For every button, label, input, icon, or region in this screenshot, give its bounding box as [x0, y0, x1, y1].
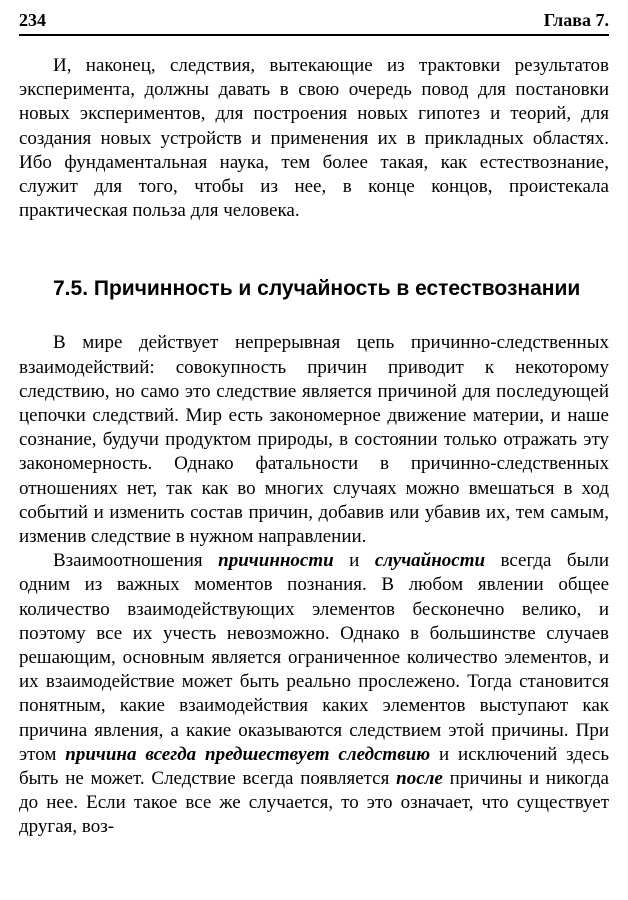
book-page [19, 0, 609, 840]
emphasis-randomness: случайности [374, 550, 486, 572]
section-title: Причинность и случайность в естествознании [93, 277, 581, 301]
chapter-label: Глава 7. [543, 10, 609, 30]
running-header [19, 0, 609, 36]
paragraph-2: В мире действует непрерывная цепь причинно-следственных взаимодействий: совокупность причин приводит к некоторому следствию, но само это следствие является причиной для последующей цепочки следствий. Мир есть закономерное движение материи, и наше сознание, будучи продуктом природы, в состоянии только отражать эту закономерность. Однако фатальности в причинно-следственных отношениях нет, так как во многих случаях можно вмешаться в ход событий и изменить состав причин, добавив или убавив их, тем самым, изменив следствие в нужном направлении. [19, 332, 609, 548]
paragraph-3-text: причины и никогда до нее. Если такое все же случается, то это означает, что существует другая, воз- [19, 768, 609, 838]
paragraph-3-text: всегда были одним из важных моментов познания. В любом явлении общее количество взаимодействующих элементов бесконечно велико, и поэтому все их учесть невозможно. Однако в большинстве случаев решающим, основным является ограниченное количество элементов, и их взаимодействие может быть реально прослежено. Тогда становится понятным, какие взаимодействия каких элементов выступают как причина явления, а какие оказываются следствием этой причины. При этом [19, 550, 609, 765]
page-number: 234 [19, 10, 46, 30]
paragraph-3-text: и [333, 550, 375, 572]
section-heading [19, 275, 609, 303]
paragraph-3-text: и исключений здесь быть не может. Следствие всегда появляется [19, 743, 610, 790]
paragraph-1: И, наконец, следствия, вытекающие из трактовки результатов эксперимента, должны давать в свою очередь повод для постановки новых экспериментов, для построения новых гипотез и теорий, для создания новых устройств и применения их в прикладных областях. Ибо фундаментальная наука, тем более такая, как естествознание, служит для того, чтобы из нее, в конце концов, проистекала практическая польза для человека. [19, 55, 609, 222]
emphasis-after: после [396, 768, 443, 790]
paragraph-3-text: Взаимоотношения [53, 550, 219, 572]
section-number: 7.5. [53, 277, 89, 301]
paragraph-3 [19, 549, 609, 839]
emphasis-causality: причинности [218, 550, 334, 572]
page-body [19, 54, 609, 840]
emphasis-cause-precedes: причина всегда предшествует следствию [65, 743, 431, 765]
